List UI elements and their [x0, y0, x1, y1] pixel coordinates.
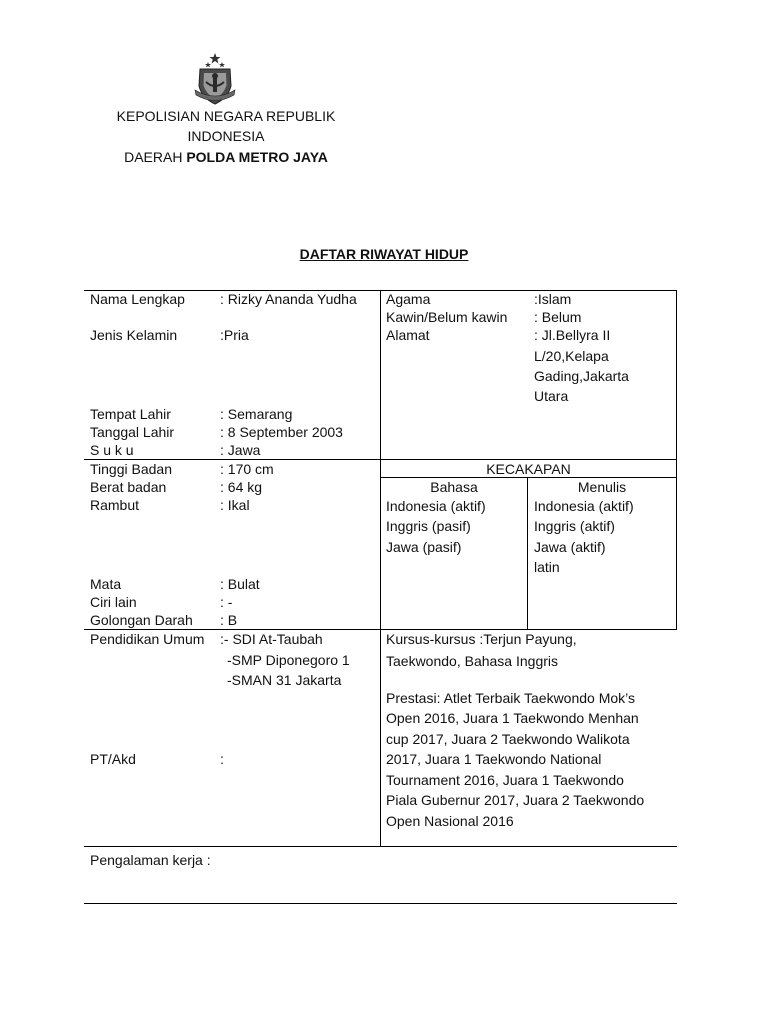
table-right-border: [676, 290, 677, 630]
kawin-label: Kawin/Belum kawin: [386, 309, 508, 325]
nama-value: : Rizky Ananda Yudha: [220, 291, 357, 307]
mata-label: Mata: [90, 576, 122, 592]
pt-akd-value: :: [220, 751, 224, 767]
golongan-value: : B: [220, 612, 238, 628]
kawin-value: : Belum: [534, 309, 582, 325]
menulis-item: Indonesia (aktif): [534, 498, 634, 514]
bahasa-item: Jawa (pasif): [386, 539, 462, 555]
region-name: POLDA METRO JAYA: [186, 149, 328, 165]
suku-value: : Jawa: [220, 442, 261, 458]
table-center-divider: [380, 290, 381, 847]
alamat-label: Alamat: [386, 327, 430, 343]
tanggal-lahir-label: Tanggal Lahir: [90, 424, 175, 440]
region-prefix: DAERAH: [124, 149, 187, 165]
suku-label: S u k u: [90, 442, 134, 458]
menulis-item: latin: [534, 559, 560, 575]
rambut-value: : Ikal: [220, 497, 250, 513]
document-title: [0, 245, 768, 263]
police-emblem-logo: [190, 52, 240, 106]
prestasi-line: Piala Gubernur 2017, Juara 2 Taekwondo: [386, 792, 645, 808]
prestasi-line: 2017, Juara 1 Taekwondo National: [386, 751, 602, 767]
menulis-item: Jawa (aktif): [534, 539, 606, 555]
pt-akd-label: PT/Akd: [90, 751, 136, 767]
tempat-lahir-label: Tempat Lahir: [90, 406, 171, 422]
skills-column-divider: [527, 477, 528, 630]
golongan-label: Golongan Darah: [90, 612, 193, 628]
tanggal-lahir-value: : 8 September 2003: [220, 424, 343, 440]
pendidikan-item: -SMAN 31 Jakarta: [227, 672, 342, 688]
region-line: [80, 147, 372, 167]
agama-label: Agama: [386, 291, 431, 307]
pendidikan-label: Pendidikan Umum: [90, 631, 205, 647]
tempat-lahir-value: : Semarang: [220, 406, 293, 422]
organization-name-line-1: KEPOLISIAN NEGARA REPUBLIK: [116, 108, 336, 124]
menulis-item: Inggris (aktif): [534, 518, 615, 534]
ciri-label: Ciri lain: [90, 594, 137, 610]
bahasa-item: Inggris (pasif): [386, 518, 471, 534]
tinggi-label: Tinggi Badan: [90, 461, 172, 477]
bahasa-item: Indonesia (aktif): [386, 498, 486, 514]
alamat-line: Gading,Jakarta: [534, 368, 629, 384]
organization-name-line-2: INDONESIA: [187, 128, 265, 144]
berat-value: : 64 kg: [220, 479, 263, 495]
table-bottom-border: [84, 903, 677, 904]
prestasi-line: cup 2017, Juara 2 Taekwondo Walikota: [386, 731, 630, 747]
pengalaman-label: Pengalaman kerja :: [90, 852, 211, 868]
prestasi-line: Tournament 2016, Juara 1 Taekwondo: [386, 772, 624, 788]
kecakapan-heading: KECAKAPAN: [486, 461, 571, 477]
jenis-kelamin-value: :Pria: [220, 327, 249, 343]
prestasi-line: Prestasi: Atlet Terbaik Taekwondo Mok’s: [386, 690, 636, 706]
pendidikan-item: -SMP Diponegoro 1: [227, 652, 350, 668]
prestasi-line: Open 2016, Juara 1 Taekwondo Menhan: [386, 710, 639, 726]
prestasi-line: Open Nasional 2016: [386, 813, 514, 829]
kursus-line: Kursus-kursus :Terjun Payung,: [386, 631, 577, 647]
kursus-line: Taekwondo, Bahasa Inggris: [386, 653, 558, 669]
rambut-label: Rambut: [90, 497, 140, 513]
bahasa-header: Bahasa: [430, 479, 478, 495]
pendidikan-item: :- SDI At-Taubah: [220, 631, 323, 647]
mata-value: : Bulat: [220, 576, 260, 592]
menulis-header: Menulis: [577, 479, 627, 495]
alamat-line: : Jl.Bellyra II: [534, 327, 611, 343]
tinggi-value: : 170 cm: [220, 461, 274, 477]
ciri-value: : -: [220, 594, 233, 610]
document-title-text: DAFTAR RIWAYAT HIDUP: [299, 246, 469, 262]
alamat-line: L/20,Kelapa: [534, 348, 609, 364]
agama-value: :Islam: [534, 291, 572, 307]
alamat-line: Utara: [534, 388, 569, 404]
nama-label: Nama Lengkap: [90, 291, 185, 307]
jenis-kelamin-label: Jenis Kelamin: [90, 327, 178, 343]
berat-label: Berat badan: [90, 479, 167, 495]
